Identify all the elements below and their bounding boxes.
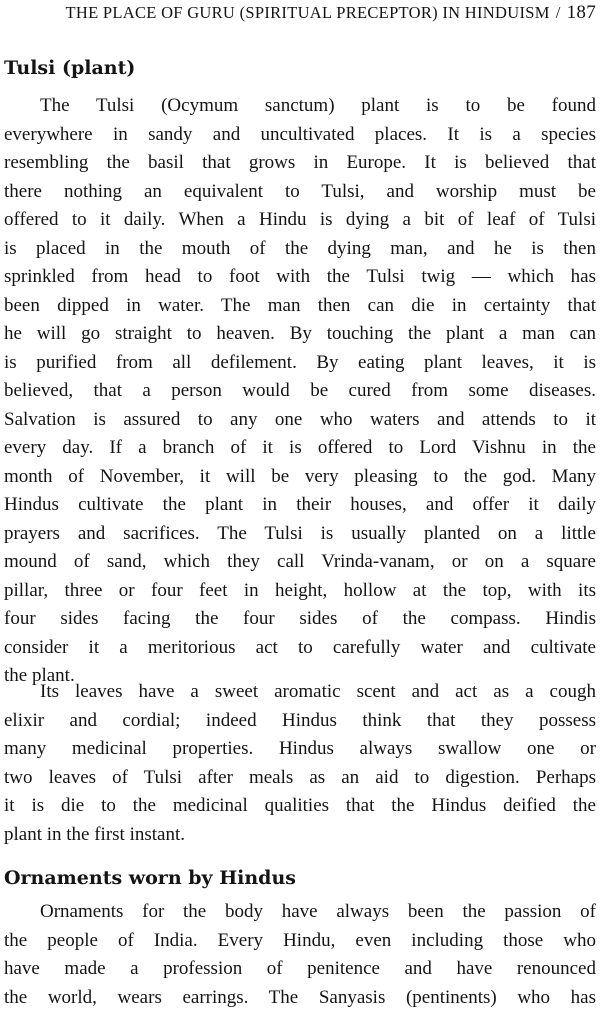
text-line: he will go straight to heaven. By touching the plant a man can bbox=[4, 323, 596, 344]
section-heading-tulsi: Tulsi (plant) bbox=[4, 57, 136, 79]
text-line: been dipped in water. The man then can die in certainty that bbox=[4, 294, 596, 316]
text-line: sprinkled from head to foot with the Tulsi twig — which has bbox=[4, 266, 596, 287]
text-line: Ornaments for the body have always been the passion of bbox=[40, 901, 596, 922]
text-line: The Tulsi (Ocymum sanctum) plant is to be found bbox=[40, 95, 596, 116]
text-line: four sides facing the four sides of the compass. Hindis bbox=[4, 608, 596, 629]
running-head bbox=[60, 2, 596, 24]
text-line: elixir and cordial; indeed Hindus think that they possess bbox=[4, 709, 596, 731]
paragraph-ornaments bbox=[4, 898, 596, 1012]
text-line: the plant. bbox=[4, 665, 75, 686]
page-number: 187 bbox=[566, 2, 596, 23]
text-line: the world, wears earrings. The Sanyasis (pentinents) who has bbox=[4, 986, 596, 1008]
text-line: consider it a meritorious act to carefully water and cultivate bbox=[4, 636, 596, 658]
text-line: everywhere in sandy and uncultivated places. It is a species bbox=[4, 123, 596, 145]
paragraph-tulsi-description bbox=[4, 92, 596, 691]
running-head-separator: / bbox=[555, 3, 561, 22]
text-line: pillar, three or four feet in height, hollow at the top, with its bbox=[4, 579, 596, 601]
text-line: it is die to the medicinal qualities that the Hindus deified the bbox=[4, 795, 596, 816]
text-line: Salvation is assured to any one who waters and attends to it bbox=[4, 408, 596, 430]
text-line: Hindus cultivate the plant in their houses, and offer it daily bbox=[4, 494, 596, 515]
text-line: every day. If a branch of it is offered to Lord Vishnu in the bbox=[4, 437, 596, 458]
text-line: two leaves of Tulsi after meals as an aid to digestion. Perhaps bbox=[4, 766, 596, 788]
text-line: believed, that a person would be cured from some diseases. bbox=[4, 380, 596, 401]
text-line: offered to it daily. When a Hindu is dying a bit of leaf of Tulsi bbox=[4, 209, 596, 230]
text-line: the people of India. Every Hindu, even including those who bbox=[4, 929, 596, 951]
text-line: month of November, it will be very pleasing to the god. Many bbox=[4, 465, 596, 487]
paragraph-tulsi-medicinal bbox=[4, 678, 596, 849]
text-line: prayers and sacrifices. The Tulsi is usually planted on a little bbox=[4, 522, 596, 544]
text-line: resembling the basil that grows in Europe. It is believed that bbox=[4, 152, 596, 173]
text-line: mound of sand, which they call Vrinda-vanam, or on a square bbox=[4, 551, 596, 572]
running-head-title: THE PLACE OF GURU (SPIRITUAL PRECEPTOR) IN HINDUISM bbox=[65, 3, 550, 22]
text-line: Its leaves have a sweet aromatic scent and act as a cough bbox=[40, 681, 596, 702]
text-line: is purified from all defilement. By eating plant leaves, it is bbox=[4, 351, 596, 373]
text-line: there nothing an equivalent to Tulsi, and worship must be bbox=[4, 180, 596, 202]
text-line: is placed in the mouth of the dying man, and he is then bbox=[4, 237, 596, 259]
section-heading-ornaments: Ornaments worn by Hindus bbox=[4, 867, 296, 889]
text-line: many medicinal properties. Hindus always swallow one or bbox=[4, 738, 596, 759]
text-line: have made a profession of penitence and have renounced bbox=[4, 958, 596, 979]
text-line: plant in the first instant. bbox=[4, 823, 186, 845]
